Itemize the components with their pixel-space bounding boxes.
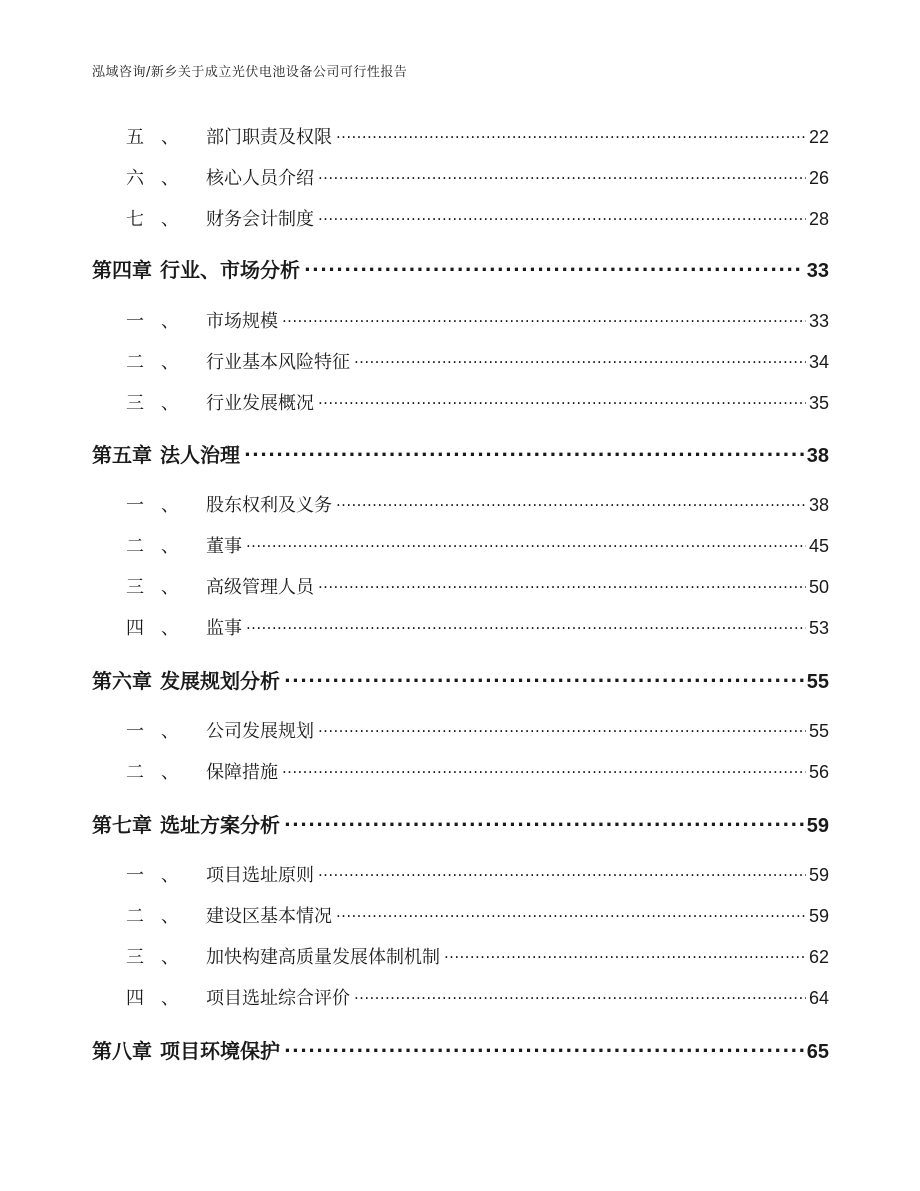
toc-page-number: 65 — [806, 1041, 829, 1063]
toc-entry-title: 选址方案分析 — [160, 813, 280, 837]
toc-page-number: 33 — [806, 260, 829, 282]
section-number: 七 — [126, 209, 144, 230]
toc-entry-title: 发展规划分析 — [160, 669, 280, 693]
dot-leader — [444, 945, 806, 963]
toc-page-number: 33 — [808, 311, 829, 331]
toc-page-number: 50 — [808, 577, 829, 597]
toc-section-entry[interactable] — [92, 758, 829, 784]
toc-page-number: 45 — [808, 536, 829, 556]
dot-leader — [244, 442, 804, 462]
section-number: 一 — [126, 865, 144, 886]
dot-leader — [336, 493, 806, 511]
dot-leader — [284, 812, 804, 832]
header-divider — [92, 88, 828, 89]
toc-page-number: 59 — [808, 865, 829, 885]
section-separator: 、 — [161, 536, 179, 557]
toc-entry-title: 财务会计制度 — [206, 209, 314, 230]
section-number: 三 — [126, 393, 144, 414]
dot-leader — [318, 575, 806, 593]
section-separator: 、 — [161, 618, 179, 639]
toc-page-number: 35 — [808, 393, 829, 413]
toc-section-entry[interactable] — [92, 717, 829, 743]
section-number: 四 — [126, 988, 144, 1009]
toc-entry-title: 法人治理 — [160, 443, 240, 467]
toc-section-entry[interactable] — [92, 861, 829, 887]
toc-entry-title: 建设区基本情况 — [206, 906, 332, 927]
section-number: 一 — [126, 311, 144, 332]
toc-chapter-entry[interactable] — [92, 254, 829, 283]
section-number: 二 — [126, 906, 144, 927]
toc-chapter-entry[interactable] — [92, 439, 829, 468]
toc-entry-title: 行业、市场分析 — [160, 258, 300, 282]
toc-entry-title: 公司发展规划 — [206, 721, 314, 742]
section-separator: 、 — [161, 865, 179, 886]
toc-page-number: 28 — [808, 209, 829, 229]
dot-leader — [318, 719, 806, 737]
section-separator: 、 — [161, 577, 179, 598]
toc-entry-title: 项目选址综合评价 — [206, 988, 350, 1009]
toc-entry-title: 核心人员介绍 — [206, 168, 314, 189]
dot-leader — [246, 534, 806, 552]
toc-page-number: 64 — [808, 988, 829, 1008]
toc-page-number: 38 — [806, 445, 829, 467]
toc-section-entry[interactable] — [92, 307, 829, 333]
toc-page-number: 59 — [808, 906, 829, 926]
dot-leader — [318, 207, 806, 225]
toc-entry-title: 项目环境保护 — [160, 1039, 280, 1063]
toc-section-entry[interactable] — [92, 573, 829, 599]
section-separator: 、 — [161, 721, 179, 742]
toc-section-entry[interactable] — [92, 491, 829, 517]
dot-leader — [318, 391, 806, 409]
section-separator: 、 — [161, 947, 179, 968]
section-number: 二 — [126, 352, 144, 373]
section-separator: 、 — [161, 168, 179, 189]
toc-section-entry[interactable] — [92, 348, 829, 374]
dot-leader — [282, 760, 806, 778]
toc-entry-title: 保障措施 — [206, 762, 278, 783]
dot-leader — [354, 986, 806, 1004]
dot-leader — [284, 668, 804, 688]
toc-chapter-entry[interactable] — [92, 809, 829, 838]
section-number: 一 — [126, 495, 144, 516]
page-header: 泓域咨询/新乡关于成立光伏电池设备公司可行性报告 — [92, 65, 408, 80]
toc-chapter-entry[interactable] — [92, 1035, 829, 1064]
section-separator: 、 — [161, 127, 179, 148]
section-separator: 、 — [161, 988, 179, 1009]
toc-entry-title: 高级管理人员 — [206, 577, 314, 598]
toc-entry-title: 加快构建高质量发展体制机制 — [206, 947, 440, 968]
section-number: 五 — [126, 127, 144, 148]
toc-entry-title: 项目选址原则 — [206, 865, 314, 886]
section-number: 三 — [126, 947, 144, 968]
dot-leader — [304, 257, 804, 277]
toc-chapter-entry[interactable] — [92, 665, 829, 694]
toc-page-number: 59 — [806, 815, 829, 837]
section-number: 四 — [126, 618, 144, 639]
section-number: 三 — [126, 577, 144, 598]
dot-leader — [246, 616, 806, 634]
section-number: 六 — [126, 168, 144, 189]
dot-leader — [318, 863, 806, 881]
section-number: 二 — [126, 536, 144, 557]
toc-section-entry[interactable] — [92, 902, 829, 928]
dot-leader — [284, 1038, 804, 1058]
toc-page-number: 38 — [808, 495, 829, 515]
toc-page-number: 55 — [806, 671, 829, 693]
toc-section-entry[interactable] — [92, 943, 829, 969]
section-separator: 、 — [161, 352, 179, 373]
section-separator: 、 — [161, 209, 179, 230]
toc-entry-title: 董事 — [206, 536, 242, 557]
chapter-number: 第六章 — [92, 669, 152, 693]
chapter-number: 第八章 — [92, 1039, 152, 1063]
chapter-number: 第五章 — [92, 443, 152, 467]
toc-entry-title: 股东权利及义务 — [206, 495, 332, 516]
dot-leader — [336, 125, 806, 143]
toc-page-number: 26 — [808, 168, 829, 188]
toc-entry-title: 市场规模 — [206, 311, 278, 332]
section-separator: 、 — [161, 311, 179, 332]
toc-page-number: 22 — [808, 127, 829, 147]
section-number: 二 — [126, 762, 144, 783]
toc-section-entry[interactable] — [92, 614, 829, 640]
section-separator: 、 — [161, 495, 179, 516]
toc-page-number: 56 — [808, 762, 829, 782]
dot-leader — [282, 309, 806, 327]
toc-page-number: 34 — [808, 352, 829, 372]
toc-page-number: 53 — [808, 618, 829, 638]
section-number: 一 — [126, 721, 144, 742]
section-separator: 、 — [161, 393, 179, 414]
toc-section-entry[interactable] — [92, 389, 829, 415]
dot-leader — [354, 350, 806, 368]
dot-leader — [336, 904, 806, 922]
dot-leader — [318, 166, 806, 184]
toc-page-number: 62 — [808, 947, 829, 967]
section-separator: 、 — [161, 762, 179, 783]
toc-section-entry[interactable] — [92, 123, 829, 149]
toc-page-number: 55 — [808, 721, 829, 741]
section-separator: 、 — [161, 906, 179, 927]
chapter-number: 第七章 — [92, 813, 152, 837]
toc-entry-title: 行业基本风险特征 — [206, 352, 350, 373]
toc-entry-title: 行业发展概况 — [206, 393, 314, 414]
toc-section-entry[interactable] — [92, 205, 829, 231]
toc-section-entry[interactable] — [92, 532, 829, 558]
toc-section-entry[interactable] — [92, 984, 829, 1010]
toc-section-entry[interactable] — [92, 164, 829, 190]
toc-entry-title: 部门职责及权限 — [206, 127, 332, 148]
toc-entry-title: 监事 — [206, 618, 242, 639]
chapter-number: 第四章 — [92, 258, 152, 282]
